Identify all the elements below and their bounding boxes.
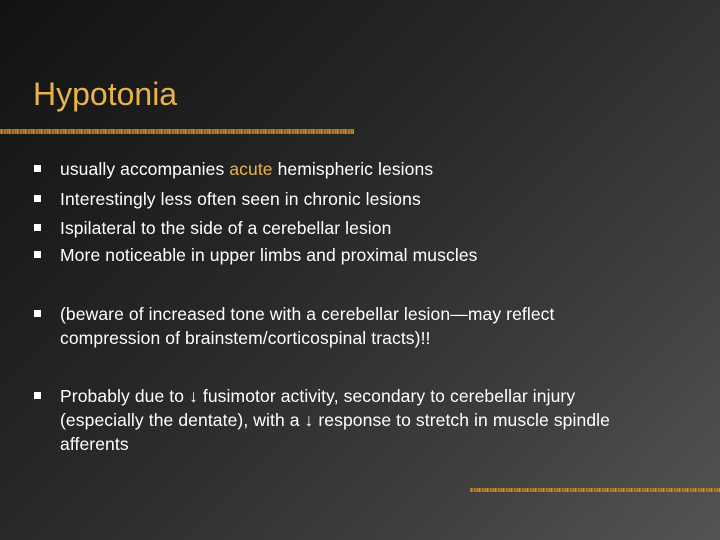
bullet-text: fusimotor activity, secondary to cerebellar injury (especially the dentate), with a (60, 386, 576, 430)
bullet-text: (beware of increased tone with a cerebellar lesion—may reflect compression of brainstem/corticospinal tracts)!! (60, 304, 555, 348)
down-arrow-icon: ↓ (304, 410, 314, 430)
square-bullet-icon (34, 392, 41, 399)
slide-title: Hypotonia (33, 76, 178, 112)
square-bullet-icon (34, 224, 41, 231)
bullet-text: More noticeable in upper limbs and proximal muscles (60, 245, 478, 265)
bullet-text: Ispilateral to the side of a cerebellar lesion (60, 218, 392, 238)
square-bullet-icon (34, 195, 41, 202)
bullet-text: hemispheric lesions (272, 159, 434, 179)
bullet-text: usually accompanies (60, 159, 230, 179)
bullet-item (60, 302, 650, 350)
bullet-text: Probably due to (60, 386, 190, 406)
bullet-text: response to stretch in muscle spindle afferents (60, 410, 610, 454)
highlighted-word: acute (229, 159, 273, 179)
down-arrow-icon: ↓ (189, 386, 198, 406)
bullet-item (60, 216, 690, 240)
bullet-text: Interestingly less often seen in chronic lesions (60, 189, 421, 209)
bottom-divider (470, 488, 720, 492)
bullet-item (60, 243, 690, 267)
bullet-item (60, 384, 660, 456)
square-bullet-icon (34, 165, 41, 172)
title-divider (0, 129, 354, 134)
bullet-item (60, 157, 690, 181)
square-bullet-icon (34, 310, 41, 317)
bullet-item (60, 187, 690, 211)
square-bullet-icon (34, 251, 41, 258)
